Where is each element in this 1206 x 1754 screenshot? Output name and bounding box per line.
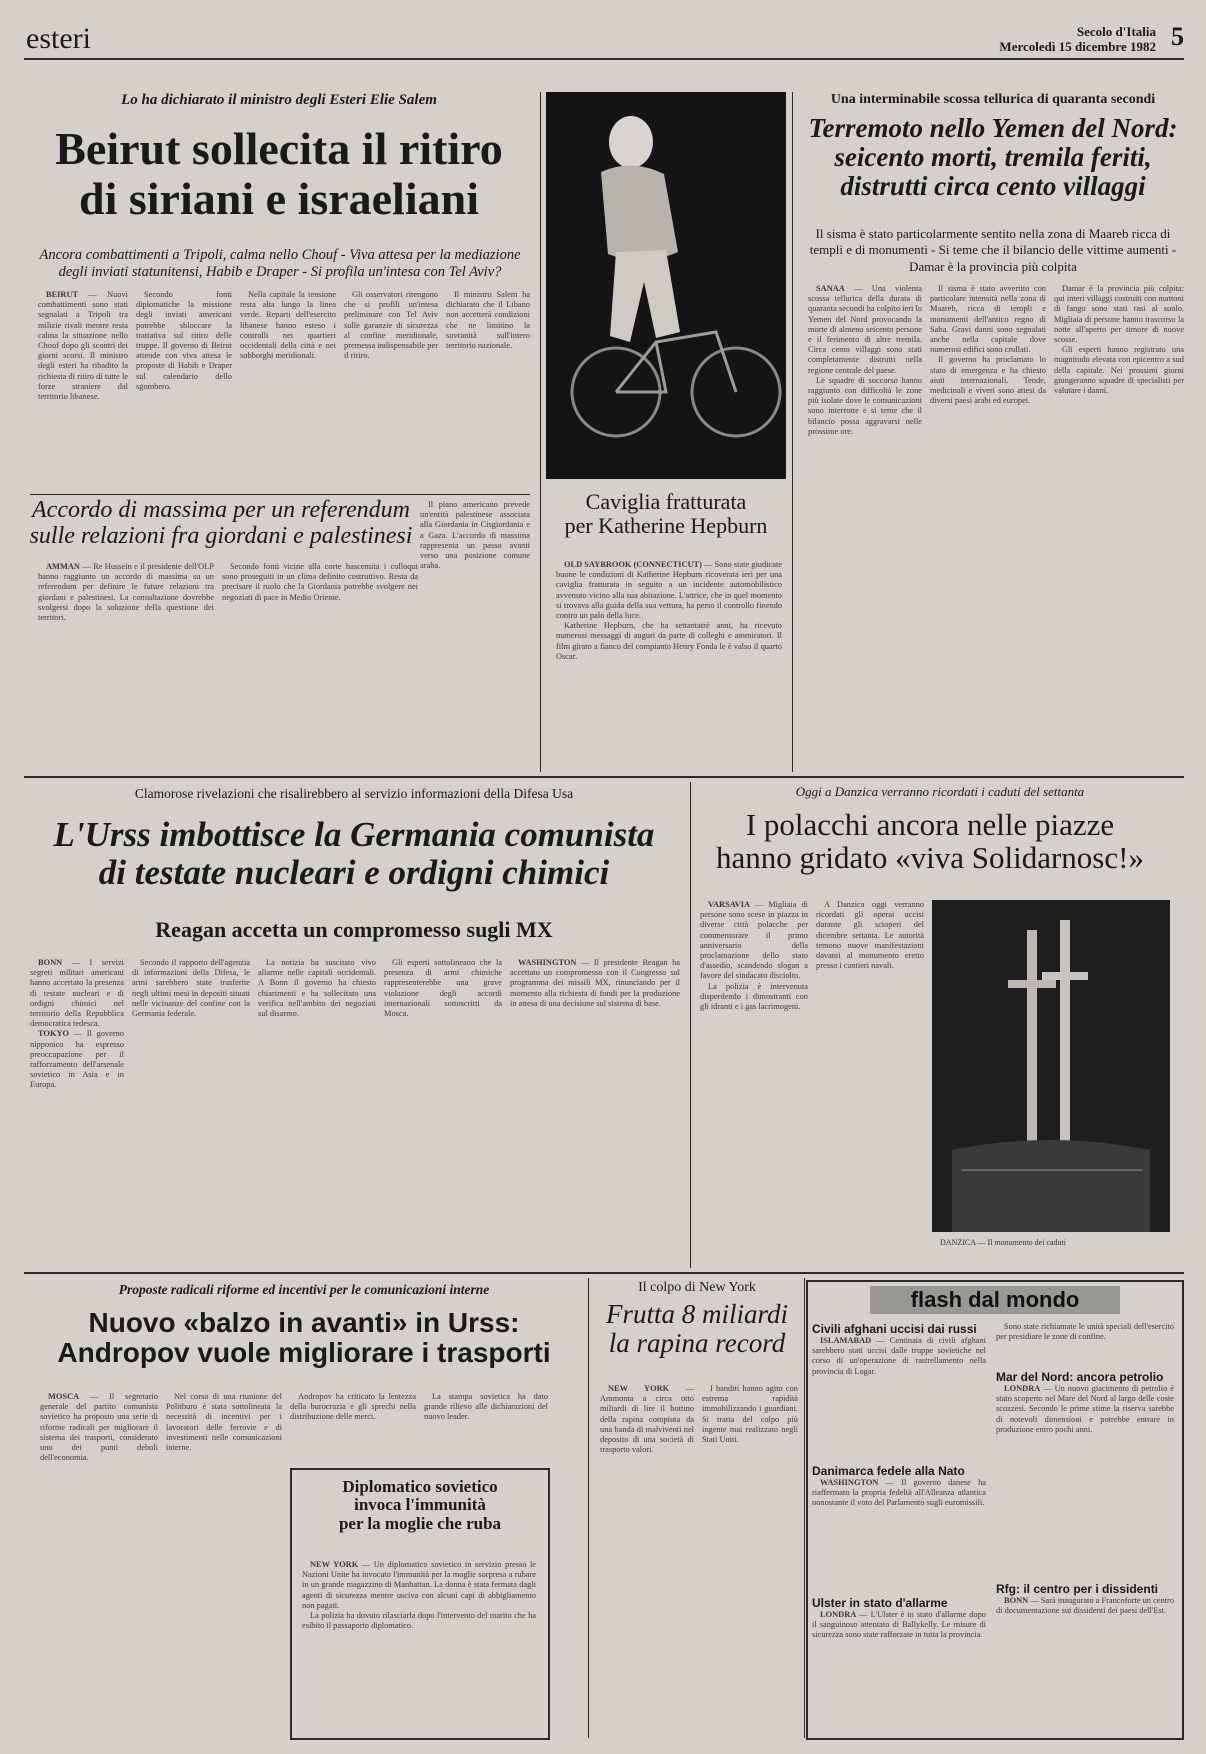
flash-item5-dateline: BONN: [1004, 1596, 1029, 1605]
urss-col-3: La notizia ha suscitato vivo allarme nelle capitali occidentali. A Bonn il governo ha chiesto chiarimenti e ha sollecitato una verifica nell'ambito dei negoziati sul disarmo.: [258, 958, 376, 1019]
rapina-kicker: Il colpo di New York: [638, 1280, 756, 1295]
referendum-col-2: Secondo fonti vicine alla corte hascemita i colloqui sono proseguiti in un clima definito costruttivo. Resta da precisare il ruolo che la Giordania potrebbe svolgere nei negoziati di pace in Medio Oriente.: [222, 562, 418, 602]
urss-col-4: Gli esperti sottolineano che la presenza di armi chimiche rappresenterebbe una grave violazione degli accordi internazionali sottoscritti da Mosca.: [384, 958, 502, 1019]
paper-name: Secolo d'Italia: [1076, 24, 1156, 39]
polacchi-col-1: VARSAVIA — Migliaia di persone sono scese in piazza in diverse città polacche per commemorare il primo anniversario della proclamazione dello stato d'assedio, scandendo slogan a favore del sindacato disciolto. La polizia è intervenuta disperdendo i dimostranti con gli idranti e i gas lacrimogeni.: [700, 900, 808, 1012]
flash-item2-text: WASHINGTON — Il governo danese ha riaffermato la propria fedeltà all'Alleanza atlantica nonostante il voto del Parlamento sugli euromissili.: [812, 1478, 986, 1508]
flash-carryover-text: Sono state richiamate le unità speciali dell'esercito per presidiare le zone di confine.: [996, 1322, 1174, 1342]
urss-dateline-washington: WASHINGTON: [518, 958, 577, 967]
masthead: [999, 24, 1156, 54]
beirut-headline: [24, 124, 534, 223]
flash-item5-title: Rfg: il centro per i dissidenti: [996, 1582, 1159, 1596]
issue-date: Mercoledì 15 dicembre 1982: [999, 39, 1156, 54]
trasporti-dateline: MOSCA: [48, 1392, 80, 1401]
beirut-dateline: BEIRUT: [46, 290, 79, 299]
yemen-kicker: Una interminabile scossa tellurica di quaranta secondi: [830, 92, 1156, 107]
trasporti-col-3: Andropov ha criticato la lentezza della burocrazia e gli sprechi nella distribuzione delle merci.: [290, 1392, 416, 1422]
page-number: 5: [1171, 22, 1184, 51]
monument-illustration: [932, 900, 1170, 1232]
yemen-col-2: Il sisma è stato avvertito con particolare intensità nella zona di Maareb, ricca di templi e monumenti dell'antico regno di Saba. Gravi danni sono segnalati anche nella capitale dove numerosi edifici sono crollati. Il governo ha proclamato lo stato di emergenza e ha chiesto aiuti internazionali. Tende, medicinali e viveri sono attesi da diversi paesi arabi ed europei.: [930, 284, 1046, 406]
rapina-headline: [592, 1300, 802, 1358]
referendum-headline: [26, 498, 416, 550]
flash-title: flash dal mondo: [870, 1286, 1120, 1314]
beirut-headline-line2: di siriani e israeliani: [79, 172, 479, 224]
flash-col-right: [996, 1322, 1174, 1732]
rapina-dateline: NEW YORK: [608, 1384, 670, 1393]
header-rule: [24, 58, 1184, 60]
trasporti-headline-line2: Andropov vuole migliorare i trasporti: [57, 1337, 551, 1369]
urss-dateline-tokyo: TOKYO: [38, 1029, 70, 1039]
flash-item2-dateline: WASHINGTON: [820, 1478, 879, 1487]
trasporti-headline: [24, 1308, 584, 1368]
diplomatico-box: [290, 1468, 550, 1740]
flash-item3-title: Ulster in stato d'allarme: [812, 1596, 948, 1610]
referendum-headline-line2: sulle relazioni fra giordani e palestinesi: [29, 522, 413, 549]
referendum-col-1: AMMAN — Re Hussein e il presidente dell'OLP hanno raggiunto un accordo di massima su un referendum per definire le future relazioni tra giordani e palestinesi. La consultazione dovrebbe svolgersi dopo la soluzione della questione dei territori.: [38, 562, 214, 623]
flash-item4-dateline: LONDRA: [1004, 1384, 1041, 1393]
urss-headline: [24, 816, 684, 892]
flash-item1-text: ISLAMABAD — Centinaia di civili afghani sarebbero stati uccisi dalle truppe sovietiche nel corso di un'operazione di rastrellamento nella provincia di Logar.: [812, 1336, 986, 1376]
hepburn-text: OLD SAYBROOK (CONNECTICUT) — Sono state giudicate buone le condizioni di Katherine Hepburn ricoverata ieri per una caviglia fratturata in seguito a un incidente automobilistico avvenuto vicino alla sua abitazione. L'attrice, che in quel momento si trovava alla guida della sua vettura, ha perso il controllo finendo contro un palo della luce. Katherine Hepburn, che ha settantatré anni, ha ricevuto numerosi messaggi di auguri da parte di colleghi e ammiratori. Il film girato a fianco del compianto Henry Fonda le è valso il quarto Oscar.: [556, 560, 782, 661]
polacchi-headline: [676, 808, 1184, 875]
trasporti-headline-line1: Nuovo «balzo in avanti» in Urss:: [88, 1307, 520, 1338]
trasporti-col-4: La stampa sovietica ha dato grande rilievo alle dichiarazioni del nuovo leader.: [424, 1392, 548, 1422]
beirut-col-1: BEIRUT — Nuovi combattimenti sono stati segnalati a Tripoli tra milizie rivali mentre resta calma la situazione nello Chouf dopo gli scontri dei giorni scorsi. Il ministro degli esteri ha ribadito la richiesta di ritiro di tutte le forze straniere dal territorio libanese.: [38, 290, 128, 402]
flash-item3-dateline: LONDRA: [820, 1610, 857, 1619]
polacchi-headline-line2: hanno gridato «viva Solidarnosc!»: [716, 840, 1144, 876]
hepburn-photo: [546, 92, 786, 479]
mid-rule-2: [24, 1272, 1184, 1274]
diplomatico-headline-line2: invoca l'immunità: [354, 1495, 486, 1515]
beirut-bottom-rule: [30, 494, 530, 495]
flash-item1-title: Civili afghani uccisi dai russi: [812, 1322, 977, 1336]
urss-col-1: BONN — I servizi segreti militari americani hanno accertato la presenza di testate nucleari e di ordigni chimici nel territorio della Repubblica democratica tedesca. TOKYO — Il governo nipponico ha espresso preoccupazione per il rafforzamento dell'arsenale sovietico in Asia e in Europa.: [30, 958, 124, 1090]
yemen-headline-line3: distrutti circa cento villaggi: [840, 171, 1146, 202]
beirut-col-2: Secondo fonti diplomatiche la missione degli inviati americani potrebbe sbloccare la trattativa sul ritiro delle truppe. Il governo di Beirut attende con viva attesa le proposte di Habib e Draper sul calendario dello sgombero.: [136, 290, 232, 391]
urss-headline-line1: L'Urss imbottisce la Germania comunista: [53, 815, 655, 854]
polacchi-kicker: Oggi a Danzica verranno ricordati i caduti del settanta: [795, 784, 1085, 799]
diplomatico-headline: [292, 1478, 548, 1533]
flash-col-left: [812, 1322, 986, 1732]
flash-item2-title: Danimarca fedele alla Nato: [812, 1464, 965, 1478]
referendum-dateline: AMMAN: [46, 562, 80, 571]
beirut-headline-line1: Beirut sollecita il ritiro: [55, 123, 503, 174]
flash-item4-text: LONDRA — Un nuovo giacimento di petrolio è stato scoperto nel Mare del Nord al largo delle coste scozzesi. Secondo le prime stime la riserva sarebbe di notevoli dimensioni e potrebbe entrare in produzione entro pochi anni.: [996, 1384, 1174, 1434]
yemen-col-1: SANAA — Una violenta scossa tellurica della durata di quaranta secondi ha colpito ieri lo Yemen del Nord provocando la morte di almeno seicento persone e il ferimento di altre tremila. Circa cento villaggi sono stati completamente distrutti nella regione centrale del paese. Le squadre di soccorso hanno raggiunto con difficoltà le zone più isolate dove le comunicazioni sono interrotte e si teme che il bilancio possa aggravarsi nelle prossime ore.: [808, 284, 922, 436]
col-rule-bottom-2: [804, 1278, 805, 1738]
flash-item1-dateline: ISLAMABAD: [820, 1336, 872, 1345]
hepburn-headline: [546, 490, 786, 538]
rapina-headline-line1: Frutta 8 miliardi: [605, 1299, 788, 1329]
trasporti-col-1: MOSCA — Il segretario generale del partito comunista sovietico ha proposto una serie di riforme radicali per migliorare il sistema dei trasporti, considerato uno dei punti deboli dell'economia.: [40, 1392, 158, 1463]
urss-col-5: WASHINGTON — Il presidente Reagan ha accettato un compromesso con il Congresso sul programma dei missili MX, rinunciando per il momento alla richiesta di fondi per la produzione in attesa di una decisione sul sistema di base.: [510, 958, 680, 1008]
urss-dateline-bonn: BONN: [38, 958, 63, 967]
beirut-col-4: Gli osservatori ritengono che si profili un'intesa preliminare con Tel Aviv sulle garanzie di sicurezza al confine meridionale, premessa indispensabile per il ritiro.: [344, 290, 438, 361]
rapina-headline-line2: la rapina record: [608, 1328, 786, 1359]
yemen-headline: [798, 114, 1188, 201]
flash-item3-text: LONDRA — L'Ulster è in stato d'allarme dopo il sanguinoso attentato di Ballykelly. Le misure di sicurezza sono state rafforzate in tutta la provincia.: [812, 1610, 986, 1640]
urss-headline-line2: di testate nucleari e ordigni chimici: [98, 852, 610, 892]
polacchi-col-2: A Danzica oggi verranno ricordati gli operai uccisi durante gli scioperi del dicembre settanta. Le autorità temono nuove manifestazioni davanti al monumento eretto presso i cantieri navali.: [816, 900, 924, 971]
beirut-deck: Ancora combattimenti a Tripoli, calma nello Chouf - Viva attesa per la mediazione degli inviati statunitensi, Habib e Draper - Si profila un'intesa con Tel Aviv?: [39, 247, 521, 281]
yemen-col-3: Damar è la provincia più colpita: qui interi villaggi costruiti con mattoni di fango sono stati rasi al suolo. Migliaia di persone hanno trascorso la notte all'aperto per timore di nuove scosse. Gli esperti hanno registrato una magnitudo elevata con epicentro a sud della capitale. Nei prossimi giorni giungeranno squadre di specialisti per valutare i danni.: [1054, 284, 1184, 396]
hepburn-dateline: OLD SAYBROOK (CONNECTICUT): [564, 560, 702, 569]
yemen-deck: Il sisma è stato particolarmente sentito nella zona di Maareb ricca di templi e di monumenti - Si teme che il bilancio delle vittime aumenti - Damar è la provincia più colpita: [809, 226, 1177, 274]
flash-item4-title: Mar del Nord: ancora petrolio: [996, 1370, 1164, 1384]
flash-item5-text: BONN — Sarà inaugurato a Francoforte un centro di documentazione sui dissidenti dei paesi dell'Est.: [996, 1596, 1174, 1616]
yemen-headline-line2: seicento morti, tremila feriti,: [834, 142, 1152, 173]
referendum-col-3: Il piano americano prevede un'entità palestinese associata alla Giordania in Cisgiordania e a Gaza. L'accordo di massima rappresenta un passo avanti verso una posizione comune araba.: [420, 500, 530, 571]
hepburn-headline-line2: per Katherine Hepburn: [564, 512, 768, 538]
beirut-col-5: Il ministro Salem ha dichiarato che il Libano non accetterà condizioni che ne limitino la sovranità sull'intero territorio nazionale.: [446, 290, 530, 351]
polacchi-dateline: VARSAVIA: [708, 900, 751, 909]
diplomatico-headline-line3: per la moglie che ruba: [338, 1513, 502, 1533]
yemen-headline-line1: Terremoto nello Yemen del Nord:: [808, 113, 1178, 143]
diplomatico-headline-line1: Diplomatico sovietico: [342, 1477, 498, 1496]
polacchi-headline-line1: I polacchi ancora nelle piazze: [745, 807, 1115, 842]
trasporti-kicker: Proposte radicali riforme ed incentivi per le comunicazioni interne: [118, 1282, 490, 1297]
col-rule-right: [792, 92, 793, 772]
diplomatico-dateline: NEW YORK: [310, 1560, 359, 1569]
mid-rule-1: [24, 776, 1184, 778]
trasporti-col-2: Nel corso di una riunione del Politburo è stata sottolineata la necessità di incentivi per i lavoratori delle ferrovie e di investimenti nelle comunicazioni interne.: [166, 1392, 282, 1453]
rapina-col-1: NEW YORK — Ammonta a circa otto miliardi di lire il bottino della rapina compiuta da una banda di malviventi nel deposito di una società di trasporto valori.: [600, 1384, 694, 1455]
urss-kicker: Clamorose rivelazioni che risalirebbero al servizio informazioni della Difesa Usa: [134, 786, 574, 801]
cyclist-illustration: [546, 92, 786, 479]
hepburn-headline-line1: Caviglia fratturata: [585, 489, 747, 514]
danzica-caption: DANZICA — Il monumento dei caduti: [940, 1238, 1066, 1247]
referendum-headline-line1: Accordo di massima per un referendum: [32, 497, 410, 523]
danzica-photo: [932, 900, 1170, 1232]
urss-col-2: Secondo il rapporto dell'agenzia di informazioni della Difesa, le armi sarebbero state trasferite negli ultimi mesi in depositi situati nelle vicinanze del confine con la Germania federale.: [132, 958, 250, 1019]
col-rule-bottom-1: [588, 1278, 589, 1738]
yemen-dateline: SANAA: [816, 284, 845, 293]
beirut-col-3: Nella capitale la tensione resta alta lungo la linea verde. Reparti dell'esercito libanese hanno esteso i controlli nei quartieri occidentali della città e nei sobborghi meridionali.: [240, 290, 336, 361]
rapina-col-2: I banditi hanno agito con estrema rapidità immobilizzando i guardiani. Si tratta del colpo più ingente mai realizzato negli Stati Uniti.: [702, 1384, 798, 1445]
section-label: esteri: [26, 22, 91, 55]
col-rule-left: [540, 92, 541, 772]
beirut-kicker: Lo ha dichiarato il ministro degli Esteri Elie Salem: [121, 92, 437, 108]
urss-subtitle: Reagan accetta un compromesso sugli MX: [155, 917, 553, 942]
diplomatico-text: NEW YORK — Un diplomatico sovietico in servizio presso le Nazioni Unite ha invocato l'immunità per la moglie sorpresa a rubare in un grande magazzino di Manhattan. La donna è stata fermata dagli agenti di sicurezza mentre usciva con alcuni capi di abbigliamento non pagati. La polizia ha dovuto rilasciarla dopo l'intervento del marito che ha esibito il passaporto diplomatico.: [302, 1560, 536, 1631]
